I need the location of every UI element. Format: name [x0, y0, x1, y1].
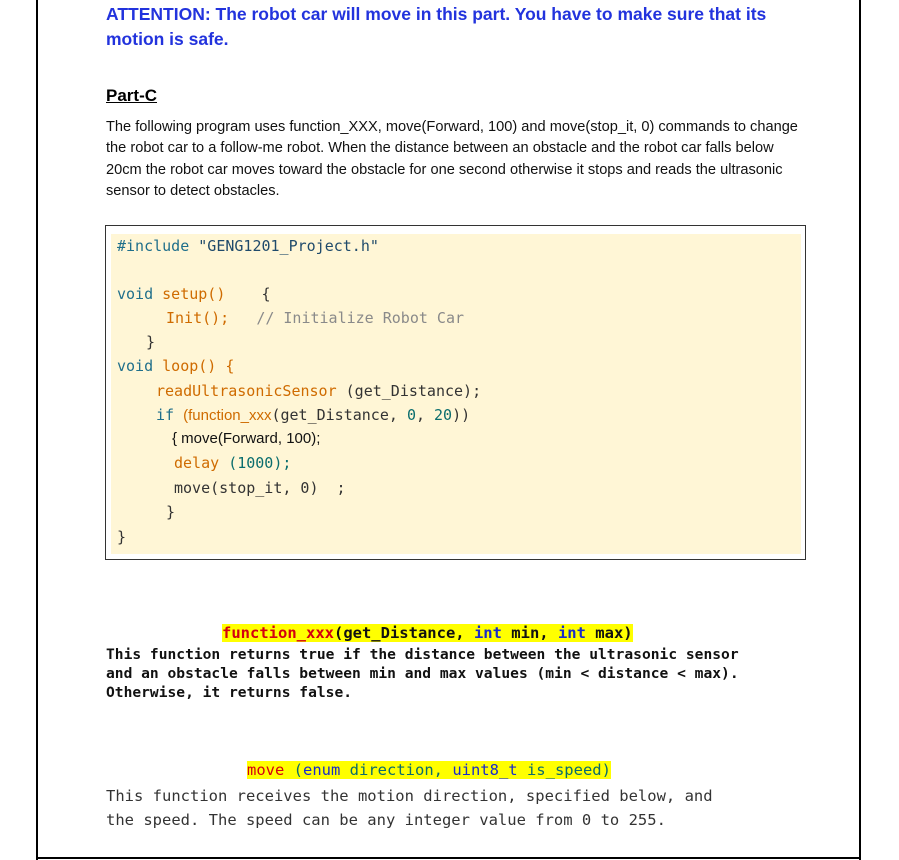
attention-line-1: ATTENTION: The robot car will move in this part. You have to make sure that its: [106, 4, 767, 24]
code-line-move-stop: move(stop_it, 0) ;: [174, 479, 346, 497]
attention-warning: [106, 2, 766, 52]
move-signature: move (enum direction, uint8_t is_speed): [247, 761, 611, 779]
code-line-loop: void loop() {: [117, 357, 235, 375]
function-xxx-signature: function_xxx(get_Distance, int min, int max): [222, 624, 633, 642]
code-line-delay: delay (1000);: [174, 454, 292, 472]
code-line-init: Init(); // Initialize Robot Car: [166, 309, 465, 327]
function-xxx-description: This function returns true if the distance between the ultrasonic sensor and an obstacle falls between min and max values (min < distance < max). Otherwise, it returns false.: [106, 646, 739, 701]
code-line-setup: void setup() {: [117, 285, 271, 303]
page-border-left: [36, 0, 38, 860]
move-description: This function receives the motion direction, specified below, and the speed. The speed can be any integer value from 0 to 255.: [106, 787, 713, 829]
page-border-right: [859, 0, 861, 860]
code-line-move-forward: { move(Forward, 100);: [172, 430, 321, 447]
code-line-if: if (function_xxx(get_Distance, 0, 20)): [156, 406, 471, 424]
code-line-close-if: }: [166, 503, 176, 521]
code-line-close-loop: }: [117, 528, 127, 546]
attention-line-2: motion is safe.: [106, 29, 229, 49]
code-line-include: #include "GENG1201_Project.h": [117, 237, 379, 255]
page-border-bottom: [36, 857, 861, 859]
part-description: The following program uses function_XXX, move(Forward, 100) and move(stop_it, 0) commands to change the robot car to a follow-me robot. When the distance between an obstacle and the robot car falls below 20cm the robot car moves toward the obstacle for one second otherwise it stops and reads the ultrasonic sensor to detect obstacles.: [106, 119, 798, 200]
code-line-close-setup: }: [146, 333, 156, 351]
code-line-read: readUltrasonicSensor (get_Distance);: [156, 382, 482, 400]
part-title: Part-C: [106, 86, 158, 105]
